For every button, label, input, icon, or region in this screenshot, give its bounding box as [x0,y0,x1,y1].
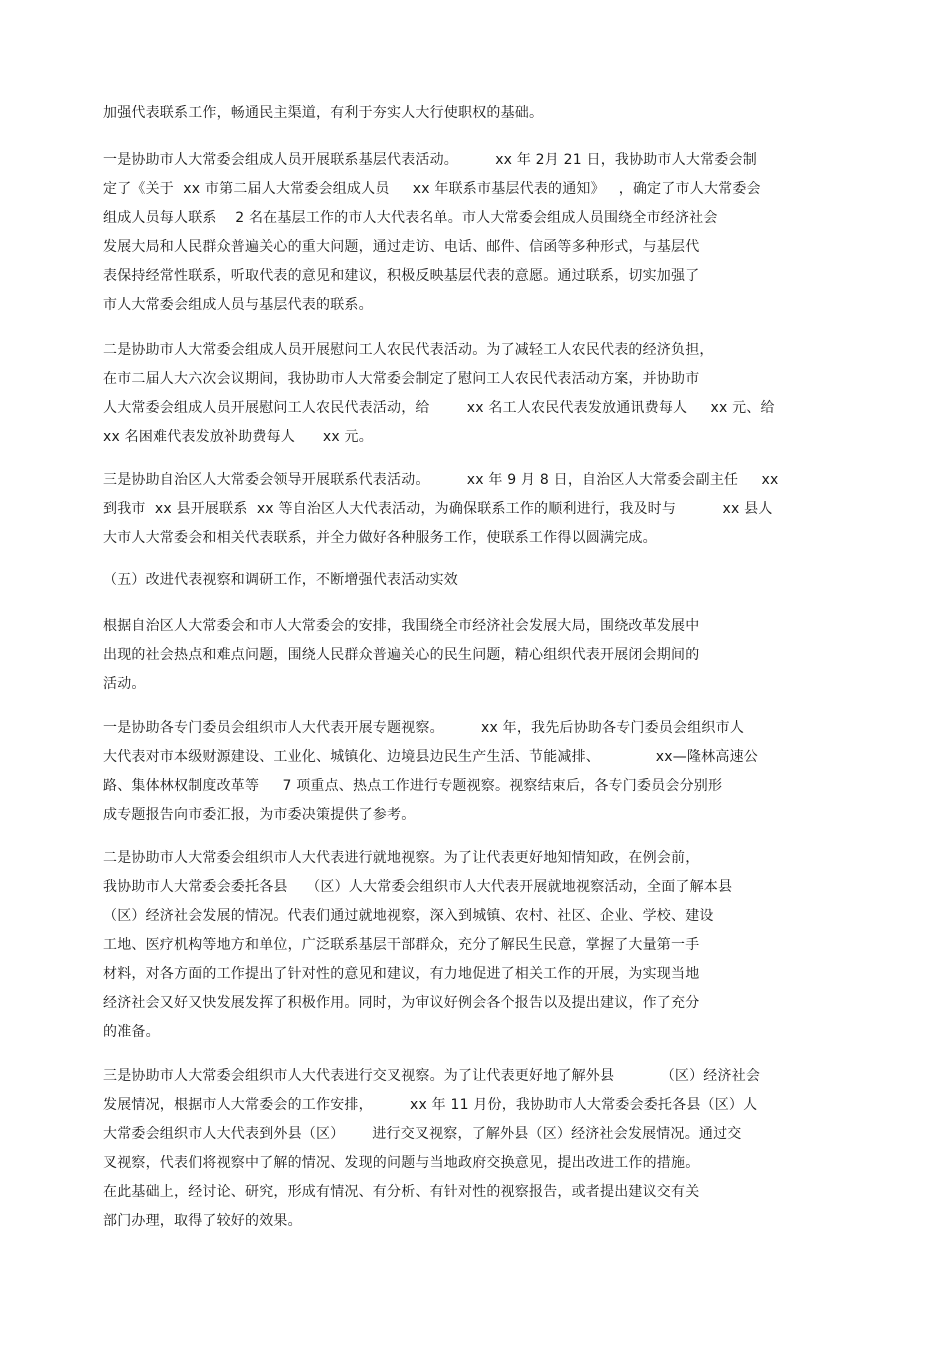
text-line: 材料，对各方面的工作提出了针对性的意见和建议，有力地促进了相关工作的开展，为实现当地 [103,966,700,982]
text-line: 叉视察，代表们将视察中了解的情况、发现的问题与当地政府交换意见，提出改进工作的措施。 [103,1155,700,1171]
text-line: 根据自治区人大常委会和市人大常委会的安排，我围绕全市经济社会发展大局，围绕改革发展中 [103,618,700,634]
text-line: 工地、医疗机构等地方和单位，广泛联系基层干部群众，充分了解民生民意，掌握了大量第一手 [103,937,700,953]
paragraph-6 [103,714,758,830]
heading-line: （五）改进代表视察和调研工作，不断增强代表活动实效 [103,572,458,588]
text-line: 大常委会组织市人大代表到外县（区） 进行交叉视察，了解外县（区）经济社会发展情况。通过交 [103,1126,742,1142]
text-line: （区）经济社会发展的情况。代表们通过就地视察，深入到城镇、农村、社区、企业、学校、建设 [103,908,714,924]
text-line: 三是协助自治区人大常委会领导开展联系代表活动。 xx 年 9 月 8 日，自治区人大常委会副主任 xx [103,472,779,488]
text-line: 在市二届人大六次会议期间，我协助市人大常委会制定了慰问工人农民代表活动方案，并协助市 [103,371,700,387]
text-line: 加强代表联系工作，畅通民主渠道，有利于夯实人大行使职权的基础。 [103,105,544,121]
paragraph-2 [103,146,761,320]
text-line: 经济社会又好又快发展发挥了积极作用。同时，为审议好例会各个报告以及提出建议，作了充分 [103,995,700,1011]
text-line: 的准备。 [103,1024,160,1040]
paragraph-3 [103,336,775,452]
paragraph-8 [103,1062,760,1236]
text-line: 出现的社会热点和难点问题，围绕人民群众普遍关心的民生问题，精心组织代表开展闭会期间的 [103,647,700,663]
text-line: 三是协助市人大常委会组织市人大代表进行交叉视察。为了让代表更好地了解外县 （区）经济社会 [103,1068,761,1084]
paragraph-1 [103,99,543,128]
paragraph-4 [103,466,778,553]
text-line: 活动。 [103,676,146,692]
text-line: 发展大局和人民群众普遍关心的重大问题，通过走访、电话、邮件、信函等多种形式，与基层代 [103,239,700,255]
text-line: 在此基础上，经讨论、研究，形成有情况、有分析、有针对性的视察报告，或者提出建议交有关 [103,1184,700,1200]
paragraph-5 [103,612,699,699]
text-line: 组成人员每人联系 2 名在基层工作的市人大代表名单。市人大常委会组成人员围绕全市经济社会 [103,210,718,226]
text-line: 路、集体林权制度改革等 7 项重点、热点工作进行专题视察。视察结束后，各专门委员会分别形 [103,778,723,794]
text-line: 大代表对市本级财源建设、工业化、城镇化、边境县边民生产生活、节能减排、 xx—隆林高速公 [103,749,758,765]
text-line: 我协助市人大常委会委托各县 （区）人大常委会组织市人大代表开展就地视察活动，全面了解本县 [103,879,733,895]
text-line: 发展情况，根据市人大常委会的工作安排， xx 年 11 月份，我协助市人大常委会委托各县（区）人 [103,1097,758,1113]
section-heading [103,566,458,595]
text-line: 二是协助市人大常委会组成人员开展慰问工人农民代表活动。为了减轻工人农民代表的经济负担， [103,342,714,358]
text-line: 定了《关于 xx 市第二届人大常委会组成人员 xx 年联系市基层代表的通知》 ，确定了市人大常委会 [103,181,761,197]
text-line: 表保持经常性联系，听取代表的意见和建议，积极反映基层代表的意愿。通过联系，切实加强了 [103,268,700,284]
text-line: 到我市 xx 县开展联系 xx 等自治区人大代表活动，为确保联系工作的顺利进行，我及时与 xx 县人 [103,501,773,517]
text-line: 一是协助市人大常委会组成人员开展联系基层代表活动。 xx 年 2月 21 日，我协助市人大常委会制 [103,152,757,168]
text-line: xx 名困难代表发放补助费每人 xx 元。 [103,429,373,445]
paragraph-7 [103,844,732,1047]
text-line: 大市人大常委会和相关代表联系，并全力做好各种服务工作，使联系工作得以圆满完成。 [103,530,657,546]
text-line: 市人大常委会组成人员与基层代表的联系。 [103,297,373,313]
text-line: 部门办理，取得了较好的效果。 [103,1213,302,1229]
text-line: 成专题报告向市委汇报，为市委决策提供了参考。 [103,807,416,823]
text-line: 二是协助市人大常委会组织市人大代表进行就地视察。为了让代表更好地知情知政，在例会前， [103,850,700,866]
text-line: 一是协助各专门委员会组织市人大代表开展专题视察。 xx 年，我先后协助各专门委员会组织市人 [103,720,745,736]
text-line: 人大常委会组成人员开展慰问工人农民代表活动，给 xx 名工人农民代表发放通讯费每人 xx 元、给 [103,400,775,416]
